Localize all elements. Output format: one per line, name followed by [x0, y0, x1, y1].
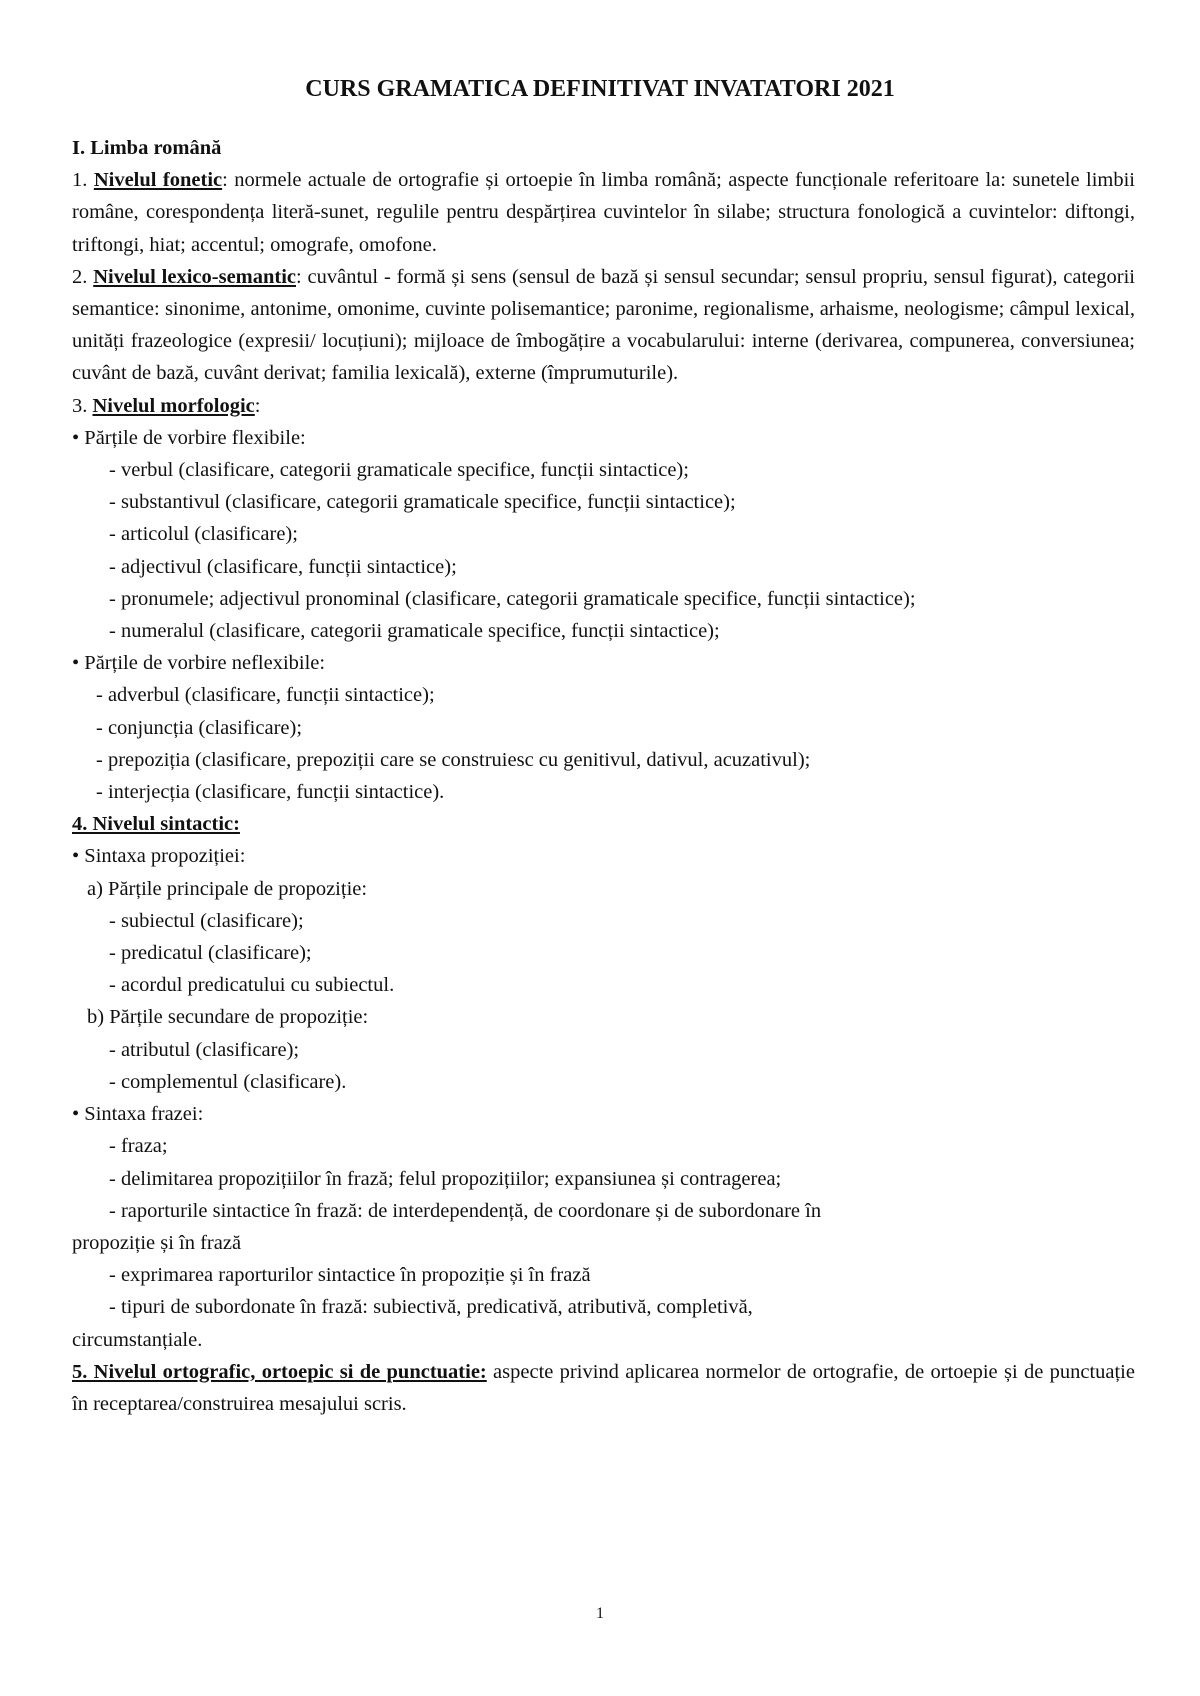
list-item: - adjectivul (clasificare, funcții sintactice);: [109, 555, 457, 578]
list-item: - subiectul (clasificare);: [109, 909, 304, 932]
item-label: 5. Nivelul ortografic, ortoepic si de punctuatie:: [72, 1360, 487, 1383]
item-label: Nivelul morfologic: [92, 394, 255, 417]
item-sintactic: 4. Nivelul sintactic:: [72, 813, 240, 836]
item-number: 3.: [72, 394, 93, 417]
list-item: - raporturile sintactice în frază: de interdependență, de coordonare și de subordonare în: [109, 1199, 822, 1222]
item-number: 1.: [72, 169, 94, 192]
item-text: : cuvântul - formă și sens (sensul de bază și sensul secundar; sensul propriu, sensul figurat), categorii semantice: sinonime, antonime, omonime, cuvinte polisemantice; paronime, regionalisme, arhaisme, neologisme; câmpul lexical, unități frazeologice (expresii/ locuțiuni); mijloace de îmbogățire a vocabularului: interne (derivarea, compunerea, conversiunea; cuvânt de bază, cuvânt derivat; familia lexicală), externe (împrumuturile).: [72, 265, 1135, 385]
section-heading: I. Limba română: [72, 137, 222, 159]
list-item: - exprimarea raporturilor sintactice în propoziție și în frază: [109, 1264, 591, 1287]
sub-heading: a) Părțile principale de propoziție:: [87, 877, 368, 900]
item-label: Nivelul lexico-semantic: [93, 265, 297, 288]
bullet-heading: • Sintaxa propoziției:: [72, 845, 246, 868]
list-item: - numeralul (clasificare, categorii gramaticale specifice, funcții sintactice);: [109, 620, 720, 643]
document-title: CURS GRAMATICA DEFINITIVAT INVATATORI 2021: [305, 76, 895, 102]
item-fonetic: [72, 164, 1135, 261]
list-item: - conjuncția (clasificare);: [96, 716, 303, 739]
list-item: - acordul predicatului cu subiectul.: [109, 974, 395, 997]
list-item: - fraza;: [109, 1135, 168, 1158]
list-item: - complementul (clasificare).: [109, 1070, 347, 1093]
item-lexico-semantic: [72, 261, 1135, 390]
item-colon: :: [254, 394, 261, 417]
list-item: - prepoziția (clasificare, prepoziții care se construiesc cu genitivul, dativul, acuzativul);: [96, 748, 811, 771]
document-body: [72, 132, 1135, 1420]
sub-heading: b) Părțile secundare de propoziție:: [87, 1006, 369, 1029]
item-label: Nivelul fonetic: [93, 169, 223, 192]
list-item: - predicatul (clasificare);: [109, 942, 312, 965]
list-item: - delimitarea propozițiilor în frază; felul propozițiilor; expansiunea și contragerea;: [109, 1167, 782, 1190]
list-item: - atributul (clasificare);: [109, 1038, 300, 1061]
page-number: 1: [596, 1605, 604, 1622]
item-text: aspecte privind aplicarea normelor de ortografie, de ortoepie și de punctuație în receptarea/construirea mesajului scris.: [72, 1360, 1135, 1415]
item-text: : normele actuale de ortografie și ortoepie în limba română; aspecte funcționale referitoare la: sunetele limbii române, corespondența literă-sunet, regulile pentru despărțirea cuvintelor în silabe; structura fonologică a cuvintelor: diftongi, triftongi, hiat; accentul; omografe, omofone.: [72, 169, 1136, 256]
list-item-continuation: propoziție și în frază: [72, 1231, 242, 1254]
list-item: - pronumele; adjectivul pronominal (clasificare, categorii gramaticale specifice, funcții sintactice);: [109, 587, 916, 610]
item-ortografic: [72, 1356, 1135, 1420]
list-item: - tipuri de subordonate în frază: subiectivă, predicativă, atributivă, completivă,: [109, 1296, 753, 1319]
list-item: - interjecția (clasificare, funcții sintactice).: [96, 781, 445, 804]
list-item: - substantivul (clasificare, categorii gramaticale specifice, funcții sintactice);: [109, 491, 736, 514]
list-item-continuation: circumstanțiale.: [72, 1328, 203, 1351]
list-item: - articolul (clasificare);: [109, 523, 298, 546]
bullet-heading: • Sintaxa frazei:: [72, 1103, 204, 1126]
item-morfologic: [72, 390, 1135, 422]
list-item: - verbul (clasificare, categorii gramaticale specifice, funcții sintactice);: [109, 459, 689, 482]
item-number: 2.: [72, 265, 94, 288]
bullet-heading: • Părțile de vorbire neflexibile:: [72, 652, 326, 675]
list-item: - adverbul (clasificare, funcții sintactice);: [96, 684, 435, 707]
bullet-heading: • Părțile de vorbire flexibile:: [72, 426, 306, 449]
